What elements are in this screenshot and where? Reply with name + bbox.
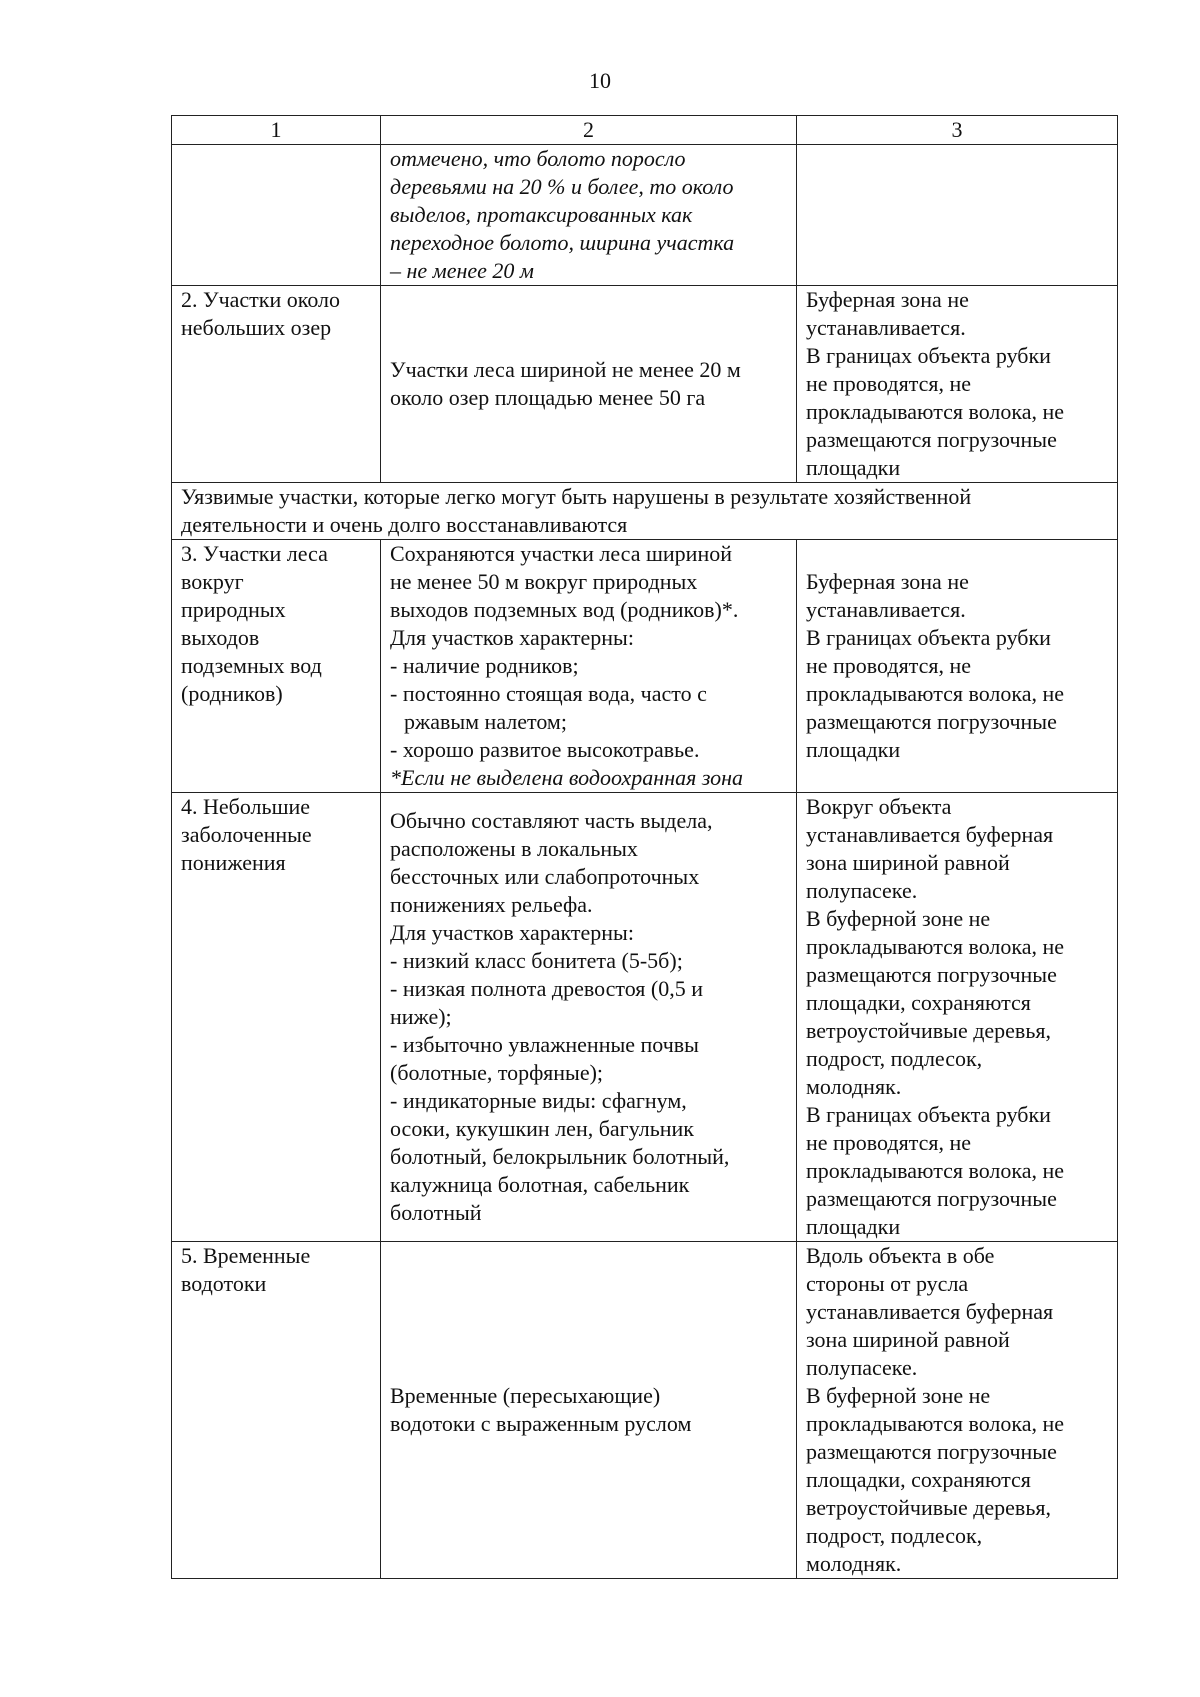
row-4-col-3 xyxy=(797,793,1118,1242)
cell-line: Для участков характерны: xyxy=(390,920,634,945)
cell-line: расположены в локальных xyxy=(390,836,638,861)
cell-line: - избыточно увлажненные почвы xyxy=(390,1032,699,1057)
cell-line: прокладываются волока, не xyxy=(806,1411,1065,1436)
row-0-col-3 xyxy=(797,145,1118,286)
cell-line: молодняк. xyxy=(806,1551,902,1576)
cell-line: водотоки xyxy=(181,1271,267,1296)
cell-line: ниже); xyxy=(390,1004,452,1029)
cell-line: - постоянно стоящая вода, часто с xyxy=(390,681,707,706)
cell-line: понижениях рельефа. xyxy=(390,892,593,917)
forest-zones-table xyxy=(171,115,1118,1579)
cell-line: прокладываются волока, не xyxy=(806,1158,1065,1183)
cell-line: (болотные, торфяные); xyxy=(390,1060,604,1085)
cell-line: Сохраняются участки леса шириной xyxy=(390,541,732,566)
cell-line: В буферной зоне не xyxy=(806,1383,991,1408)
cell-line: вокруг xyxy=(181,569,244,594)
cell-line: 2. Участки около xyxy=(181,287,341,312)
cell-line: не менее 50 м вокруг природных xyxy=(390,569,698,594)
cell-line: Вокруг объекта xyxy=(806,794,952,819)
cell-line: зона шириной равной xyxy=(806,1327,1010,1352)
cell-line: Вдоль объекта в обе xyxy=(806,1243,995,1268)
cell-line: прокладываются волока, не xyxy=(806,399,1065,424)
cell-line: Буферная зона не xyxy=(806,569,969,594)
cell-line: размещаются погрузочные xyxy=(806,962,1057,987)
cell-line: - индикаторные виды: сфагнум, xyxy=(390,1088,687,1113)
cell-line: В границах объекта рубки xyxy=(806,1102,1051,1127)
cell-line: полупасеке. xyxy=(806,878,918,903)
cell-line: устанавливается буферная xyxy=(806,822,1054,847)
cell-line: подрост, подлесок, xyxy=(806,1046,983,1071)
cell-line: Обычно составляют часть выдела, xyxy=(390,808,713,833)
row-3-col-2 xyxy=(381,540,797,793)
cell-line: - низкий класс бонитета (5-5б); xyxy=(390,948,683,973)
cell-line: полупасеке. xyxy=(806,1355,918,1380)
cell-line: размещаются погрузочные xyxy=(806,1439,1057,1464)
cell-line: размещаются погрузочные xyxy=(806,1186,1057,1211)
cell-line: заболоченные xyxy=(181,822,312,847)
cell-line: Временные (пересыхающие) xyxy=(390,1383,661,1408)
row-1-col-1 xyxy=(172,286,381,483)
cell-line: площадки xyxy=(806,455,901,480)
cell-line: молодняк. xyxy=(806,1074,902,1099)
footnote-line: *Если не выделена водоохранная зона xyxy=(390,765,744,790)
cell-line: - наличие родников; xyxy=(390,653,579,678)
section-line: Уязвимые участки, которые легко могут быть нарушены в результате хозяйственной xyxy=(181,484,972,509)
row-1-col-2 xyxy=(381,286,797,483)
cell-line: стороны от русла xyxy=(806,1271,969,1296)
cell-line: размещаются погрузочные xyxy=(806,427,1057,452)
cell-line: - низкая полнота древостоя (0,5 и xyxy=(390,976,704,1001)
cell-line: ветроустойчивые деревья, xyxy=(806,1018,1051,1043)
cell-line: осоки, кукушкин лен, багульник xyxy=(390,1116,694,1141)
section-heading-row xyxy=(172,483,1118,540)
header-col-1: 1 xyxy=(172,116,381,145)
cell-line: водотоки с выраженным руслом xyxy=(390,1411,692,1436)
cell-line: (родников) xyxy=(181,681,283,706)
cell-line: выходов xyxy=(181,625,260,650)
cell-line: В границах объекта рубки xyxy=(806,343,1051,368)
cell-line: бессточных или слабопроточных xyxy=(390,864,700,889)
row-4-col-1 xyxy=(172,793,381,1242)
cell-line: не проводятся, не xyxy=(806,1130,972,1155)
cell-line: зона шириной равной xyxy=(806,850,1010,875)
cell-line: выделов, протаксированных как xyxy=(390,202,693,227)
cell-line: устанавливается. xyxy=(806,315,966,340)
cell-line: болотный, белокрыльник болотный, xyxy=(390,1144,730,1169)
cell-line: небольших озер xyxy=(181,315,332,340)
cell-line: около озер площадью менее 50 га xyxy=(390,385,706,410)
cell-line: устанавливается буферная xyxy=(806,1299,1054,1324)
header-col-2: 2 xyxy=(381,116,797,145)
cell-line: устанавливается. xyxy=(806,597,966,622)
section-heading xyxy=(172,483,1118,540)
table-row xyxy=(172,145,1118,286)
cell-line: площадки, сохраняются xyxy=(806,990,1031,1015)
cell-line: В буферной зоне не xyxy=(806,906,991,931)
section-line: деятельности и очень долго восстанавливаются xyxy=(181,512,628,537)
table-header-row xyxy=(172,116,1118,145)
row-4-col-2 xyxy=(381,793,797,1242)
cell-line: калужница болотная, сабельник xyxy=(390,1172,690,1197)
cell-line: площадки xyxy=(806,1214,901,1239)
cell-line: Для участков характерны: xyxy=(390,625,634,650)
cell-line: – не менее 20 м xyxy=(390,258,534,283)
cell-line: подрост, подлесок, xyxy=(806,1523,983,1548)
cell-line: деревьями на 20 % и более, то около xyxy=(390,174,734,199)
cell-line: переходное болото, ширина участка xyxy=(390,230,735,255)
cell-line: 4. Небольшие xyxy=(181,794,311,819)
table-row xyxy=(172,793,1118,1242)
cell-line: ржавым налетом; xyxy=(404,709,567,734)
cell-line: природных xyxy=(181,597,286,622)
table-row xyxy=(172,540,1118,793)
row-5-col-3 xyxy=(797,1242,1118,1579)
table-row xyxy=(172,286,1118,483)
cell-line: В границах объекта рубки xyxy=(806,625,1051,650)
row-5-col-1 xyxy=(172,1242,381,1579)
cell-line: выходов подземных вод (родников)*. xyxy=(390,597,739,622)
cell-line: отмечено, что болото поросло xyxy=(390,146,686,171)
cell-line: Участки леса шириной не менее 20 м xyxy=(390,357,741,382)
header-col-3: 3 xyxy=(797,116,1118,145)
cell-line: не проводятся, не xyxy=(806,371,972,396)
cell-line: ветроустойчивые деревья, xyxy=(806,1495,1051,1520)
cell-line: прокладываются волока, не xyxy=(806,681,1065,706)
cell-line: не проводятся, не xyxy=(806,653,972,678)
row-1-col-3 xyxy=(797,286,1118,483)
cell-line: площадки xyxy=(806,737,901,762)
row-0-col-1 xyxy=(172,145,381,286)
row-0-col-2 xyxy=(381,145,797,286)
row-5-col-2 xyxy=(381,1242,797,1579)
cell-line: болотный xyxy=(390,1200,482,1225)
cell-line: площадки, сохраняются xyxy=(806,1467,1031,1492)
cell-line: прокладываются волока, не xyxy=(806,934,1065,959)
cell-line: Буферная зона не xyxy=(806,287,969,312)
cell-line: размещаются погрузочные xyxy=(806,709,1057,734)
cell-line: подземных вод xyxy=(181,653,322,678)
row-3-col-1 xyxy=(172,540,381,793)
page-number: 10 xyxy=(589,68,611,93)
cell-line: понижения xyxy=(181,850,286,875)
row-3-col-3 xyxy=(797,540,1118,793)
cell-line: 5. Временные xyxy=(181,1243,311,1268)
cell-line: - хорошо развитое высокотравье. xyxy=(390,737,700,762)
cell-line: 3. Участки леса xyxy=(181,541,328,566)
table-row xyxy=(172,1242,1118,1579)
